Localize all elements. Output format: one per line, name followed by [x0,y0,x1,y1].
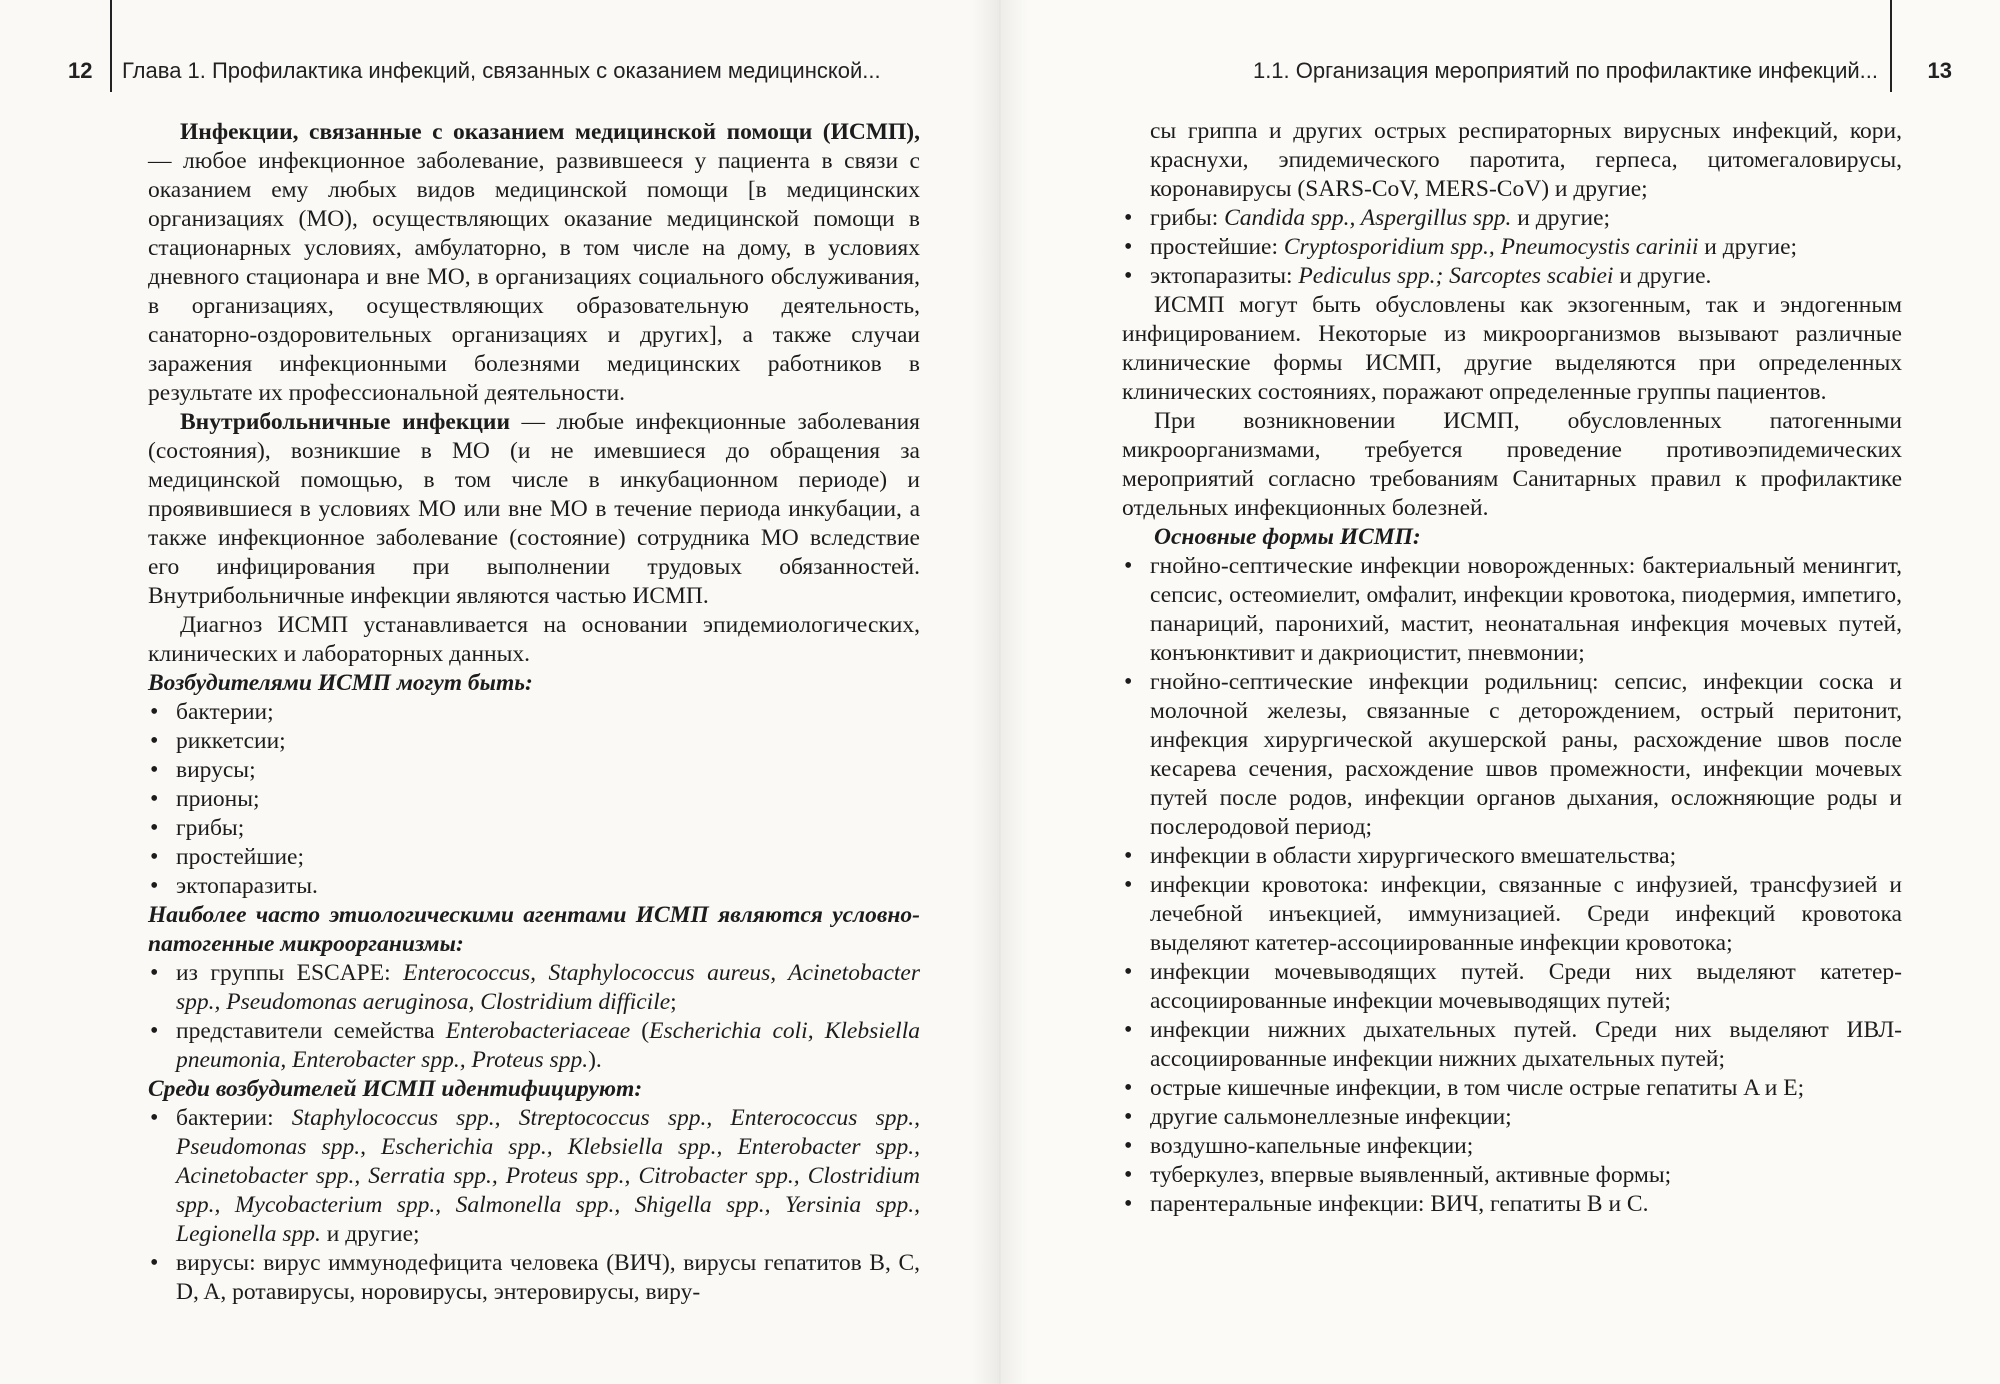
identified-list [148,1104,920,1307]
paragraph-nosocomial [148,408,920,611]
subheading-agents: Возбудителями ИСМП могут быть: [148,670,533,696]
species-text: Escherichia coli, Klebsiella pneumonia, Enterobacter spp., Proteus spp. [176,1018,920,1073]
page-number: 12 [68,58,93,83]
list-item: • инфекции в области хирургического вмешательства; [1122,842,1902,871]
definition-text: — любое инфекционное заболевание, развившееся у пациента в связи с оказанием ему любых видов медицинской помощи [в медицинских организациях (МО), осуществляющих оказание медицинской помощи в стационарных условиях, амбулаторно, в том числе на дому, в условиях дневного стационара и вне МО, в организациях социального обслуживания, в организациях, осуществляющих образовательную деятельность, санаторно-оздоровительных организациях и других], а также случаи заражения инфекционными болезнями медицинских работников в результате их профессиональной деятельности. [148,148,920,406]
definition-text: — любые инфекционные заболевания (состояния), возникшие в МО (и не имевшиеся до обращения за медицинской помощью, в том числе в инкубационном периоде) и проявившиеся в условиях МО или вне МО в течение периода инкубации, а также инфекционное заболевание (состояние) сотрудника МО вследствие его инфицирования при выполнении трудовых обязанностей. Внутрибольничные инфекции являются частью ИСМП. [148,409,920,609]
item-text: ; [670,989,677,1015]
item-text: и другие; [1511,205,1611,231]
list-item: • гнойно-септические инфекции новорожденных: бактериальный менингит, сепсис, остеомиелит, омфалит, инфекции кровотока, пиодермия, импетиго, панариций, паронихий, мастит, неонатальная инфекция мочевых путей, конъюнктивит и дакриоцистит, пневмонии; [1122,552,1902,668]
list-item: • эктопаразиты. [148,872,920,901]
header-rule [110,0,112,92]
paragraph-origin: ИСМП могут быть обусловлены как экзогенным, так и эндогенным инфицированием. Некоторые из микроорганизмов вызывают различные клинические формы ИСМП, другие выделяются при определенных клинических состояниях, поражают определенные группы пациентов. [1122,292,1902,405]
item-text: простейшие: [1150,234,1284,260]
species-text: Staphylococcus spp., Streptococcus spp., Enterococcus spp., Pseudomonas spp., Escherichia spp., Klebsiella spp., Enterobacter spp., Acinetobacter spp., Serratia spp., Proteus spp., Citrobacter spp., Clostridium spp., Mycobacterium spp., Salmonella spp., Shigella spp., Yersinia spp., Legionella spp. [176,1105,920,1247]
list-item: • инфекции мочевыводящих путей. Среди них выделяют катетер-ассоциированные инфекции мочевыводящих путей; [1122,958,1902,1016]
right-column [1122,117,1902,1219]
list-item: • острые кишечные инфекции, в том числе острые гепатиты A и E; [1122,1074,1902,1103]
list-item: • гнойно-септические инфекции родильниц: сепсис, инфекции соска и молочной железы, связанные с деторождением, острый перитонит, инфекция хирургической акушерской раны, расхождение швов после кесарева сечения, расхождение швов промежности, инфекции мочевых путей после родов, инфекции органов дыхания, осложняющие роды и послеродовой период; [1122,668,1902,842]
list-item: • воздушно-капельные инфекции; [1122,1132,1902,1161]
list-item: • инфекции нижних дыхательных путей. Среди них выделяют ИВЛ-ассоциированные инфекции нижних дыхательных путей; [1122,1016,1902,1074]
list-item [148,1017,920,1075]
term-ismp: Инфекции, связанные с оказанием медицинской помощи (ИСМП), [180,119,920,145]
species-text: Cryptosporidium spp., Pneumocystis carinii [1283,234,1699,260]
list-item: • прионы; [148,785,920,814]
list-item: • парентеральные инфекции: ВИЧ, гепатиты B и C. [1122,1190,1902,1219]
forms-list [1122,552,1902,1219]
list-item: • туберкулез, впервые выявленный, активные формы; [1122,1161,1902,1190]
agents-list [148,698,920,901]
item-text: из группы ESCAPE: [176,960,404,986]
term-nosocomial: Внутрибольничные инфекции [180,409,510,435]
list-item [148,1104,920,1249]
list-item: • вирусы; [148,756,920,785]
list-item: • грибы; [148,814,920,843]
list-item: • другие сальмонеллезные инфекции; [1122,1103,1902,1132]
species-text: Enterobacteriaceae [445,1018,631,1044]
header-rule [1890,0,1892,92]
species-text: Pediculus spp.; Sarcoptes scabiei [1298,263,1614,289]
item-text: и другие; [1698,234,1798,260]
left-column [148,118,920,1307]
item-text: представители семейства [176,1018,446,1044]
book-spine-shadow [972,0,1028,1384]
list-item: • вирусы: вирус иммунодефицита человека (ВИЧ), вирусы гепатитов B, C, D, A, ротавирусы, норовирусы, энтеровирусы, виру- [148,1249,920,1307]
running-header: 1.1. Организация мероприятий по профилактике инфекций... [1252,58,1878,83]
continued-item: сы гриппа и других острых респираторных вирусных инфекций, кори, краснухи, эпидемического паротита, герпеса, цитомегаловирусы, коронавирусы (SARS-CoV, MERS-CoV) и другие; [1150,118,1902,202]
right-page [1000,0,2000,1384]
pathogen-list [1122,204,1902,291]
list-item: • бактерии; [148,698,920,727]
item-text: ( [630,1018,650,1044]
paragraph-diagnosis: Диагноз ИСМП устанавливается на основании эпидемиологических, клинических и лабораторных данных. [148,612,920,667]
list-item [1122,233,1902,262]
opportunistic-list [148,959,920,1075]
item-text: ). [588,1047,602,1073]
list-item: • простейшие; [148,843,920,872]
subheading-forms: Основные формы ИСМП: [1154,524,1421,550]
item-text: и другие. [1613,263,1712,289]
paragraph-ismp-definition [148,118,920,408]
subheading-etiology: Наиболее часто этиологическими агентами ИСМП являются условно-патогенные микроорганизмы: [148,902,920,957]
paragraph-measures: При возникновении ИСМП, обусловленных патогенными микроорганизмами, требуется проведение противоэпидемических мероприятий согласно требованиям Санитарных правил к профилактике отдельных инфекционных болезней. [1122,408,1902,521]
species-text: Candida spp., Aspergillus spp. [1224,205,1512,231]
item-text: эктопаразиты: [1150,263,1299,289]
item-text: и другие; [320,1221,420,1247]
list-item [1122,204,1902,233]
subheading-identified: Среди возбудителей ИСМП идентифицируют: [148,1076,643,1102]
list-item: • риккетсии; [148,727,920,756]
page-number: 13 [1927,58,1952,83]
list-item: • инфекции кровотока: инфекции, связанные с инфузией, трансфузией и лечебной инъекцией, иммунизацией. Среди инфекций кровотока выделяют катетер-ассоциированные инфекции кровотока; [1122,871,1902,958]
item-text: бактерии: [176,1105,292,1131]
list-item [148,959,920,1017]
species-text: Enterococcus, Staphylococcus aureus, Acinetobacter spp., Pseudomonas aeruginosa, Clostridium difficile [176,960,920,1015]
list-item [1122,262,1902,291]
running-header: Глава 1. Профилактика инфекций, связанных с оказанием медицинской... [122,58,881,83]
item-text: грибы: [1150,205,1225,231]
